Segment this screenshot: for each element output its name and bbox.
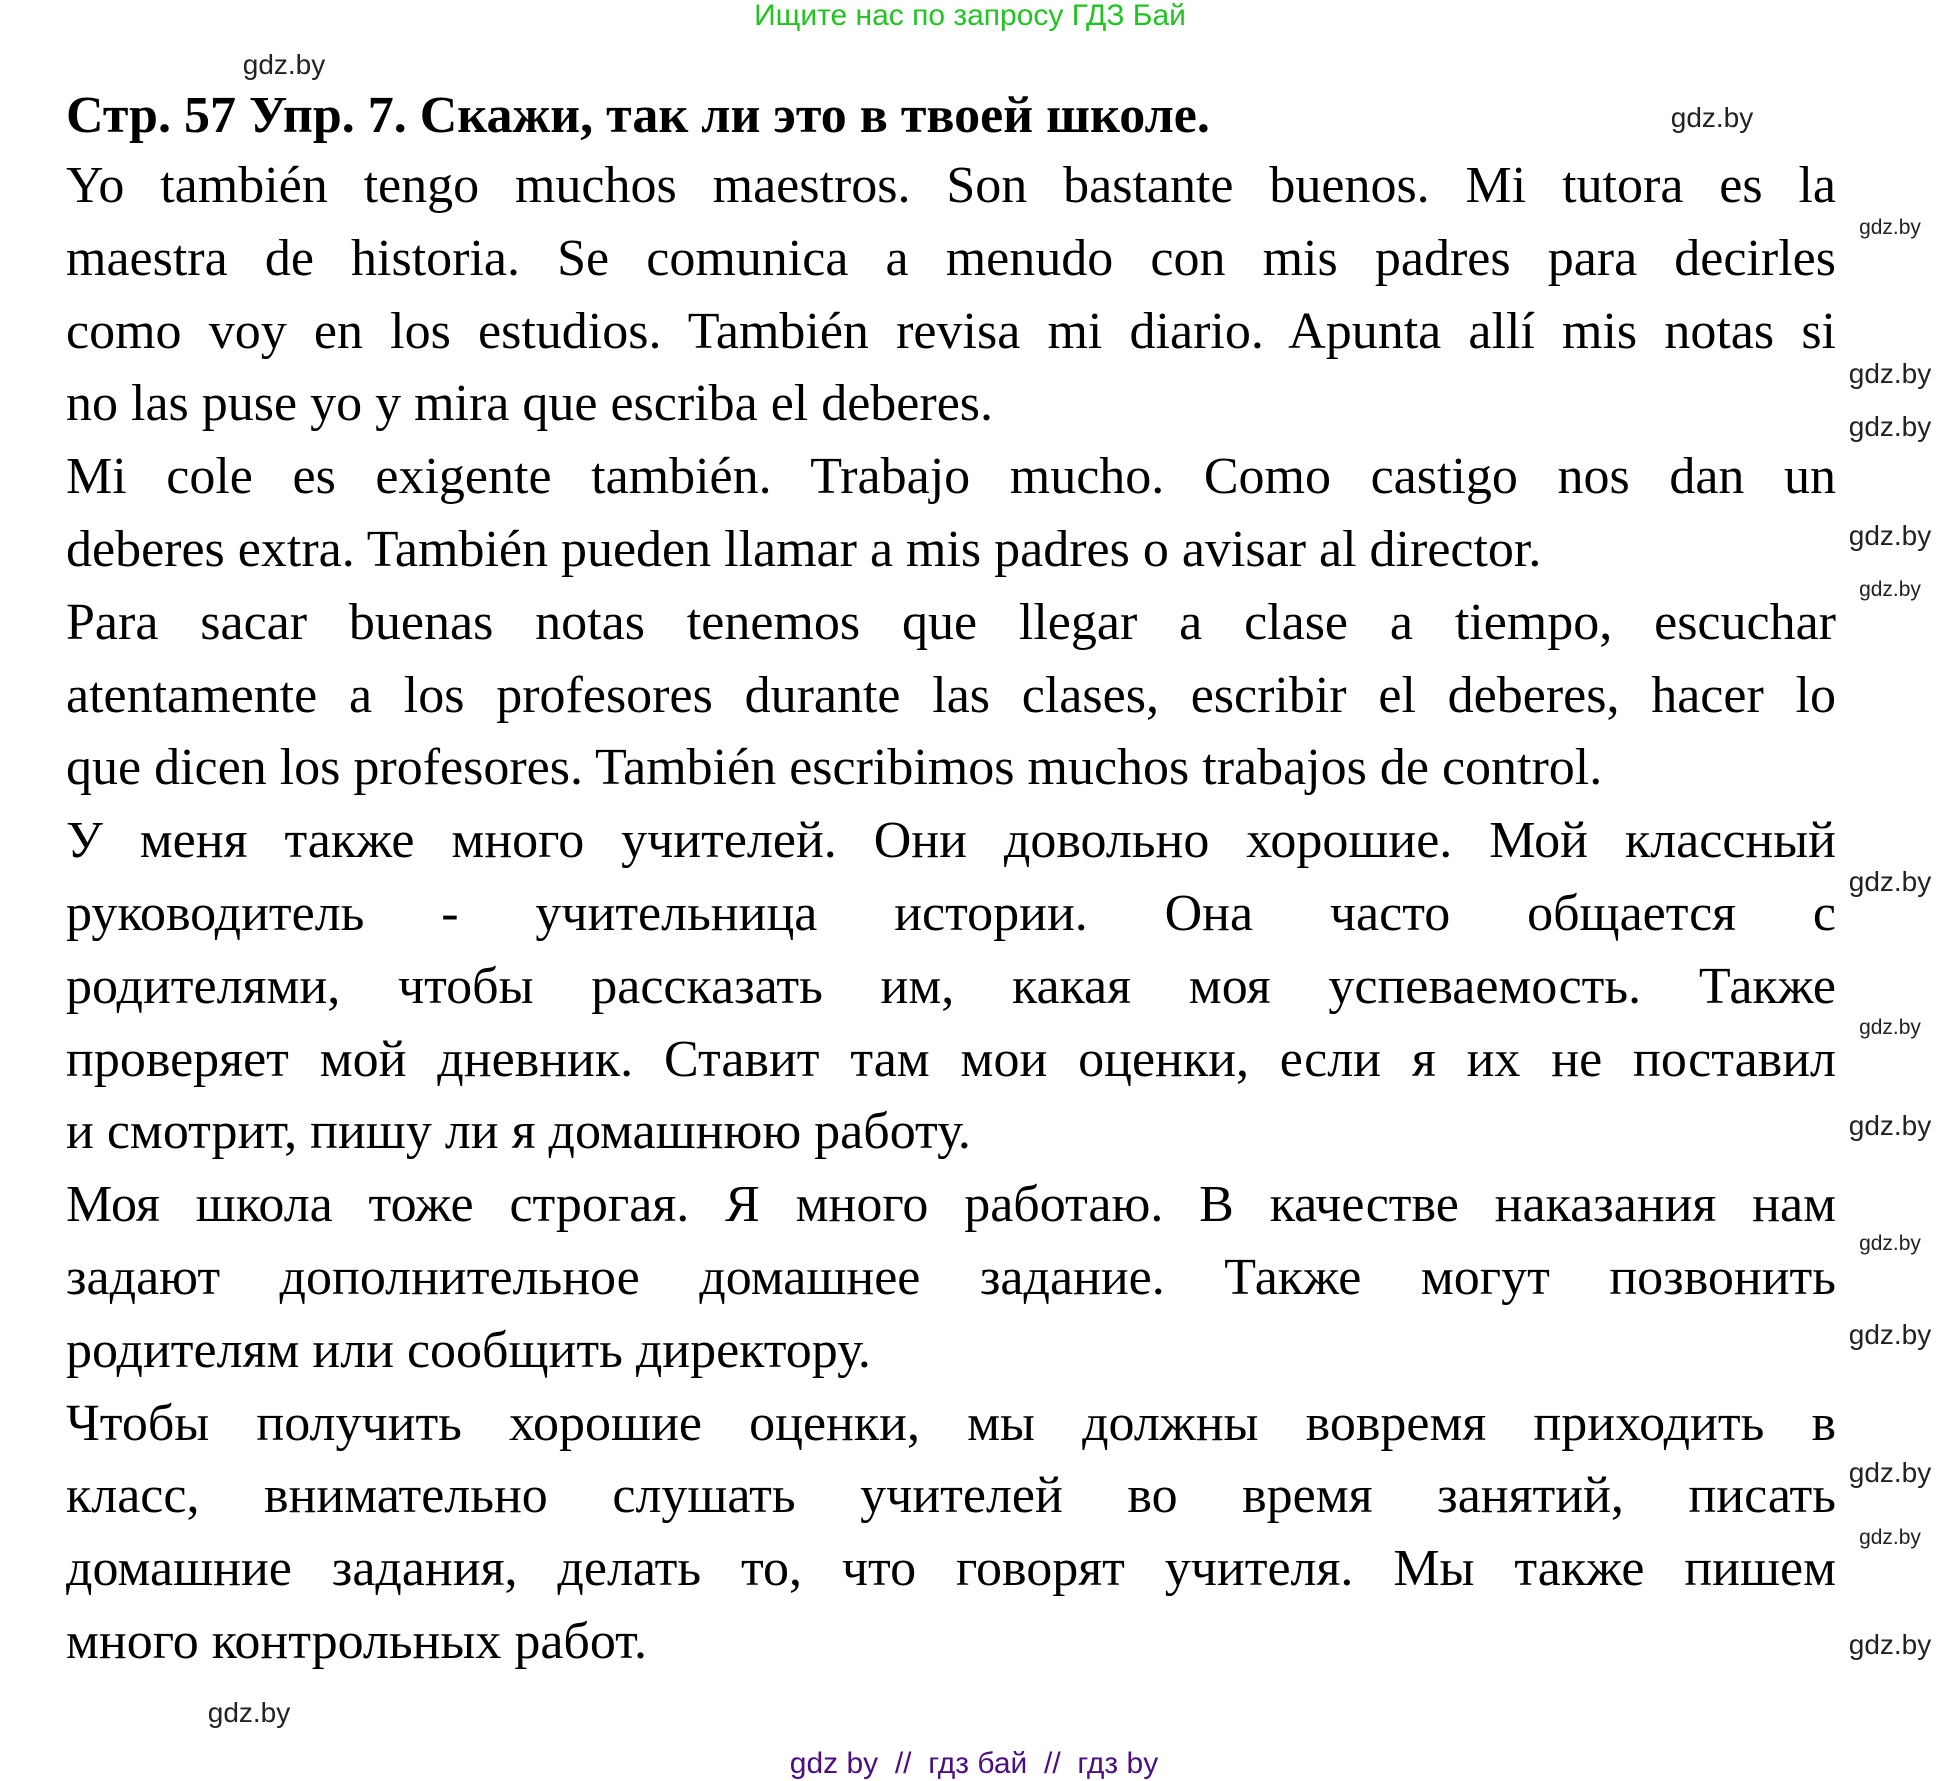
watermark: gdz.by [1848,1319,1932,1350]
text-line: que dicen los profesores. También escribimos muchos trabajos de control. [66,739,1603,797]
answer-text [66,150,1836,1679]
text-line: задают дополнительное домашнее задание. Также могут позвонить [66,1248,1836,1306]
watermark: gdz.by [1848,358,1932,389]
text-line: родителями, чтобы рассказать им, какая моя успеваемость. Также [66,957,1836,1015]
text-line: родителям или сообщить директору. [66,1321,871,1379]
text-line: Mi cole es exigente también. Trabajo mucho. Como castigo nos dan un [66,448,1836,506]
text-line: como voy en los estudios. También revisa mi diario. Apunta allí mis notas si [66,302,1836,360]
footer-watermark: gdz by // гдз бай // гдз by [789,1747,1159,1780]
watermark: gdz.by [1859,1232,1921,1255]
watermark: gdz.by [207,1697,291,1728]
text-line: Моя школа тоже строгая. Я много работаю. В качестве наказания нам [66,1176,1836,1234]
text-line: У меня также много учителей. Они довольно хорошие. Мой классный [66,812,1836,870]
watermark: gdz.by [1848,520,1932,551]
watermark: gdz.by [1848,411,1932,442]
text-line: Yo también tengo muchos maestros. Son bastante buenos. Mi tutora es la [66,157,1836,214]
text-line: и смотрит, пишу ли я домашнюю работу. [66,1103,971,1161]
exercise-title: Стр. 57 Упр. 7. Скажи, так ли это в твоей школе. [66,87,1210,144]
watermark: gdz.by [1848,1110,1932,1141]
watermark: gdz.by [1848,866,1932,897]
text-line: много контрольных работ. [66,1612,647,1670]
text-line: Para sacar buenas notas tenemos que llegar a clase a tiempo, escuchar [66,593,1836,651]
text-line: проверяет мой дневник. Ставит там мои оценки, если я их не поставил [66,1030,1836,1088]
watermark: gdz.by [1848,1629,1932,1660]
watermark: gdz.by [1670,102,1754,133]
search-banner: Ищите нас по запросу ГДЗ Бай [754,0,1186,32]
text-line: maestra de historia. Se comunica a menudo con mis padres para decirles [66,229,1836,287]
text-line: руководитель - учительница истории. Она часто общается с [66,884,1836,942]
text-line: класс, внимательно слушать учителей во время занятий, писать [66,1467,1836,1525]
watermark: gdz.by [1859,578,1921,601]
watermark: gdz.by [1859,1016,1921,1039]
text-line: atentamente a los profesores durante las clases, escribir el deberes, hacer lo [66,666,1836,724]
watermark: gdz.by [1859,1526,1921,1549]
text-line: deberes extra. También pueden llamar a mis padres o avisar al director. [66,520,1542,578]
watermark: gdz.by [1859,216,1921,239]
watermark: gdz.by [1848,1457,1932,1488]
watermark: gdz.by [242,49,326,80]
text-line: no las puse yo y mira que escriba el deberes. [66,375,994,433]
text-line: домашние задания, делать то, что говорят учителя. Мы также пишем [66,1540,1836,1598]
text-line: Чтобы получить хорошие оценки, мы должны вовремя приходить в [66,1394,1836,1452]
